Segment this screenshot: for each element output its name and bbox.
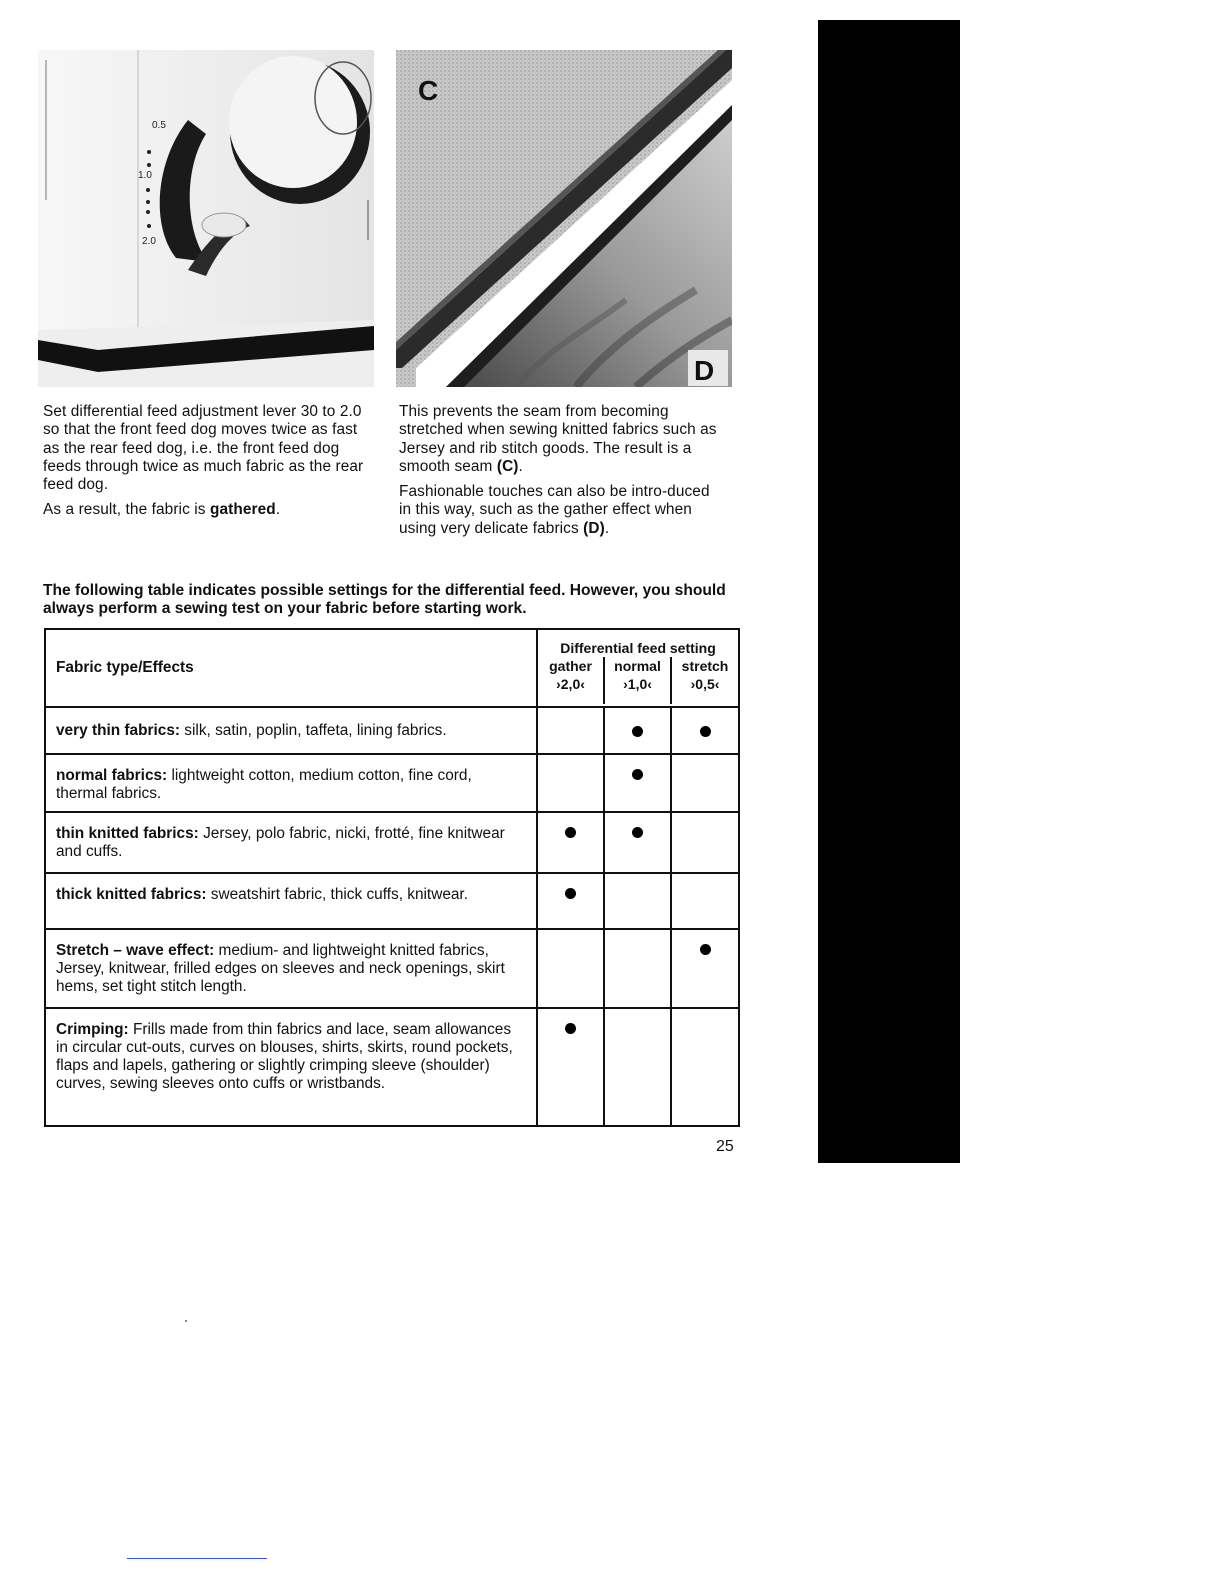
- dial-illustration: [38, 50, 374, 387]
- table-row: [45, 873, 739, 929]
- column-stretch-name: stretch: [681, 658, 729, 674]
- left-paragraph-2-end: .: [275, 501, 281, 518]
- right-paragraph-1-text: This prevents the seam from becoming stretched when sewing knitted fabrics such as Jersey and rib stitch goods. The result is a smooth seam: [399, 403, 717, 475]
- column-gather-value: ›2,0‹: [556, 676, 585, 692]
- sewing-machine-dial-photo: [38, 50, 374, 387]
- setting-cell-gather: [537, 754, 604, 812]
- setting-cell-stretch: [671, 707, 739, 754]
- table-intro: The following table indicates possible settings for the differential feed. However, you should always perform a sewing test on your fabric before starting work.: [43, 582, 726, 618]
- fabric-type: thick knitted fabrics:: [56, 886, 207, 903]
- recommended-dot: [565, 1023, 576, 1034]
- fabric-type: very thin fabrics:: [56, 722, 181, 739]
- fabric-description: [45, 754, 537, 812]
- page-number: 25: [716, 1138, 734, 1155]
- column-normal-name: normal: [614, 658, 661, 674]
- right-paragraph-2-end: .: [604, 519, 610, 537]
- black-side-bar: [818, 20, 960, 1163]
- dial-label-2-0: 2.0: [142, 236, 156, 247]
- left-paragraph-2: [43, 501, 373, 519]
- fabric-details: silk, satin, poplin, taffeta, lining fabrics.: [180, 722, 447, 739]
- setting-cell-normal: [604, 812, 671, 873]
- setting-cell-stretch: [671, 929, 739, 1008]
- fabric-type-header: Fabric type/Effects: [45, 629, 537, 707]
- differential-feed-table: [44, 628, 740, 1127]
- differential-feed-setting-header: Differential feed setting: [560, 640, 716, 656]
- setting-cell-gather: [537, 812, 604, 873]
- column-normal: [603, 657, 670, 704]
- fabric-description: [45, 1008, 537, 1126]
- setting-cell-normal: [604, 929, 671, 1008]
- setting-cell-normal: [604, 754, 671, 812]
- seam-c-reference: (C): [496, 457, 519, 475]
- setting-cell-stretch: [671, 873, 739, 929]
- right-paragraph-2-text: Fashionable touches can also be intro-duced in this way, such as the gather effect when using very delicate fabrics: [399, 483, 710, 537]
- table-row: [45, 929, 739, 1008]
- table-row: [45, 812, 739, 873]
- setting-cell-stretch: [671, 812, 739, 873]
- fabric-details: lightweight cotton, medium cotton, fine cord, thermal fabrics.: [56, 767, 472, 802]
- column-gather: [538, 657, 603, 704]
- left-paragraph-2-text: As a result, the fabric is: [43, 501, 210, 518]
- setting-cell-normal: [604, 707, 671, 754]
- seam-illustration: [396, 50, 732, 387]
- seam-comparison-photo: [396, 50, 732, 387]
- recommended-dot: [565, 888, 576, 899]
- speck: [185, 1320, 187, 1322]
- setting-cell-gather: [537, 707, 604, 754]
- gather-d-reference: (D): [583, 519, 605, 537]
- table-row: [45, 754, 739, 812]
- left-paragraph-1-text: Set differential feed adjustment lever 30 to 2.0 so that the front feed dog moves twice as fast as the rear feed dog, i.e. the front feed dog feeds through twice as much fabric as the rear feed dog.: [43, 403, 364, 494]
- gathered-emphasis: gathered: [209, 501, 276, 518]
- table-header-row: [45, 629, 739, 707]
- recommended-dot: [632, 726, 643, 737]
- setting-header-cell: [537, 629, 739, 707]
- fabric-description: [45, 812, 537, 873]
- setting-cell-normal: [604, 873, 671, 929]
- column-stretch-value: ›0,5‹: [690, 676, 720, 692]
- column-gather-name: gather: [549, 658, 592, 674]
- dial-label-0-5: 0.5: [152, 120, 166, 131]
- column-normal-value: ›1,0‹: [623, 676, 652, 692]
- fabric-description: [45, 929, 537, 1008]
- right-paragraph-1: [399, 403, 724, 476]
- setting-cell-stretch: [671, 1008, 739, 1126]
- fabric-type: normal fabrics:: [56, 767, 168, 784]
- fabric-type: Stretch – wave effect:: [56, 942, 215, 959]
- fabric-details: sweatshirt fabric, thick cuffs, knitwear.: [206, 886, 468, 903]
- right-paragraph-1-end: .: [518, 457, 523, 475]
- fabric-details: Jersey, polo fabric, nicki, frotté, fine knitwear and cuffs.: [56, 825, 505, 860]
- fabric-type: Crimping:: [56, 1021, 129, 1038]
- column-stretch: [670, 657, 738, 704]
- fabric-description: [45, 873, 537, 929]
- dial-label-1-0: 1.0: [138, 170, 152, 181]
- table-row: [45, 707, 739, 754]
- recommended-dot: [700, 726, 711, 737]
- recommended-dot: [700, 944, 711, 955]
- left-paragraph-1: [43, 403, 373, 494]
- table-row: [45, 1008, 739, 1126]
- setting-cell-gather: [537, 929, 604, 1008]
- figure-label-d: D: [694, 355, 715, 386]
- setting-cell-gather: [537, 873, 604, 929]
- bottom-line: [127, 1558, 267, 1559]
- setting-cell-stretch: [671, 754, 739, 812]
- recommended-dot: [632, 769, 643, 780]
- fabric-details: medium- and lightweight knitted fabrics, Jersey, knitwear, frilled edges on sleeves and neck openings, skirt hems, set tight stitch length.: [56, 942, 505, 995]
- fabric-description: [45, 707, 537, 754]
- recommended-dot: [632, 827, 643, 838]
- fabric-type: thin knitted fabrics:: [56, 825, 199, 842]
- table-body: [45, 707, 739, 1126]
- figure-label-c: C: [418, 75, 439, 106]
- right-paragraph-2: [399, 483, 711, 538]
- recommended-dot: [565, 827, 576, 838]
- fabric-details: Frills made from thin fabrics and lace, seam allowances in circular cut-outs, curves on blouses, shirts, skirts, round pockets, flaps and lapels, gathering or slightly crimping sleeve (shoulder) curves, sewing sleeves onto cuffs or wristbands.: [56, 1021, 513, 1092]
- setting-cell-normal: [604, 1008, 671, 1126]
- setting-cell-gather: [537, 1008, 604, 1126]
